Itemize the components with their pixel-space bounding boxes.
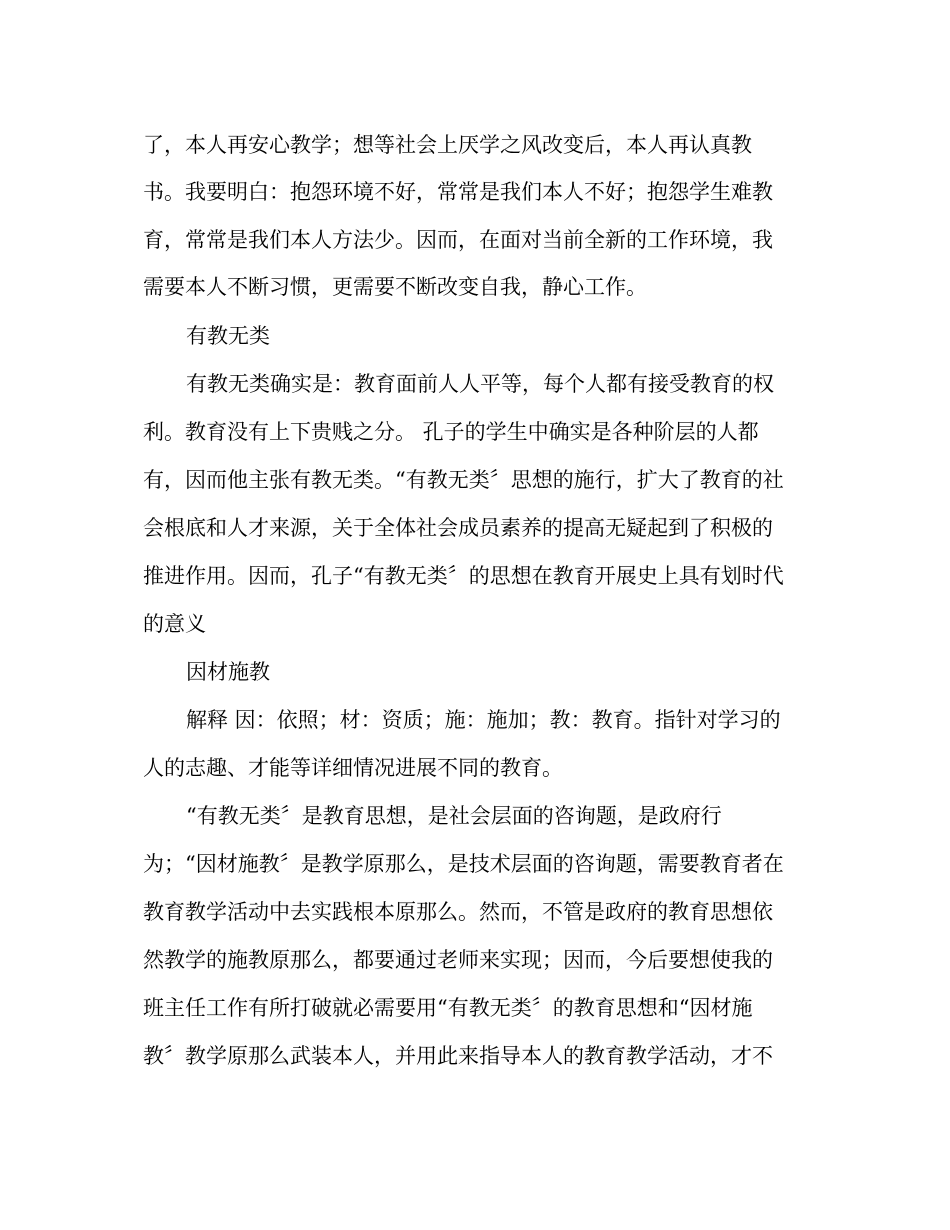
text-line: 为；“因材施教〞是教学原那么，是技术层面的咨询题，需要教育者在 — [143, 852, 784, 876]
text-line: 会根底和人才来源，关于全体社会成员素养的提高无疑起到了积极的 — [143, 516, 773, 540]
text-line: 有教无类确实是：教育面前人人平等，每个人都有接受教育的权 — [186, 372, 774, 396]
text-line: 的意义 — [143, 612, 206, 636]
text-line: “有教无类〞是教育思想，是社会层面的咨询题，是政府行 — [186, 804, 722, 828]
text-line: 了，本人再安心教学；想等社会上厌学之风改变后，本人再认真教 — [143, 133, 752, 157]
text-line: 教育教学活动中去实践根本原那么。然而，不管是政府的教育思想依 — [143, 900, 773, 924]
text-line: 推进作用。因而，孔子“有教无类〞的思想在教育开展史上具有划时代 — [143, 564, 784, 588]
text-line: 然教学的施教原那么，都要通过老师来实现；因而，今后要想使我的 — [143, 948, 773, 972]
section-heading: 因材施教 — [186, 660, 270, 684]
section-heading: 有教无类 — [186, 324, 270, 348]
text-line: 班主任工作有所打破就必需要用“有教无类〞的教育思想和“因材施 — [143, 996, 753, 1020]
text-line: 有，因而他主张有教无类。“有教无类〞思想的施行，扩大了教育的社 — [143, 468, 784, 492]
text-line: 教〞教学原那么武装本人，并用此来指导本人的教育教学活动，才不 — [143, 1044, 773, 1068]
text-line: 解释 因：依照；材：资质；施：施加；教：教育。指针对学习的 — [186, 708, 781, 732]
text-line: 利。教育没有上下贵贱之分。 孔子的学生中确实是各种阶层的人都 — [143, 420, 759, 444]
text-line: 育，常常是我们本人方法少。因而，在面对当前全新的工作环境，我 — [143, 228, 773, 252]
text-line: 书。我要明白：抱怨环境不好，常常是我们本人不好；抱怨学生难教 — [143, 180, 773, 204]
text-line: 人的志趣、才能等详细情况进展不同的教育。 — [143, 756, 563, 780]
text-line: 需要本人不断习惯，更需要不断改变自我，静心工作。 — [143, 275, 647, 299]
